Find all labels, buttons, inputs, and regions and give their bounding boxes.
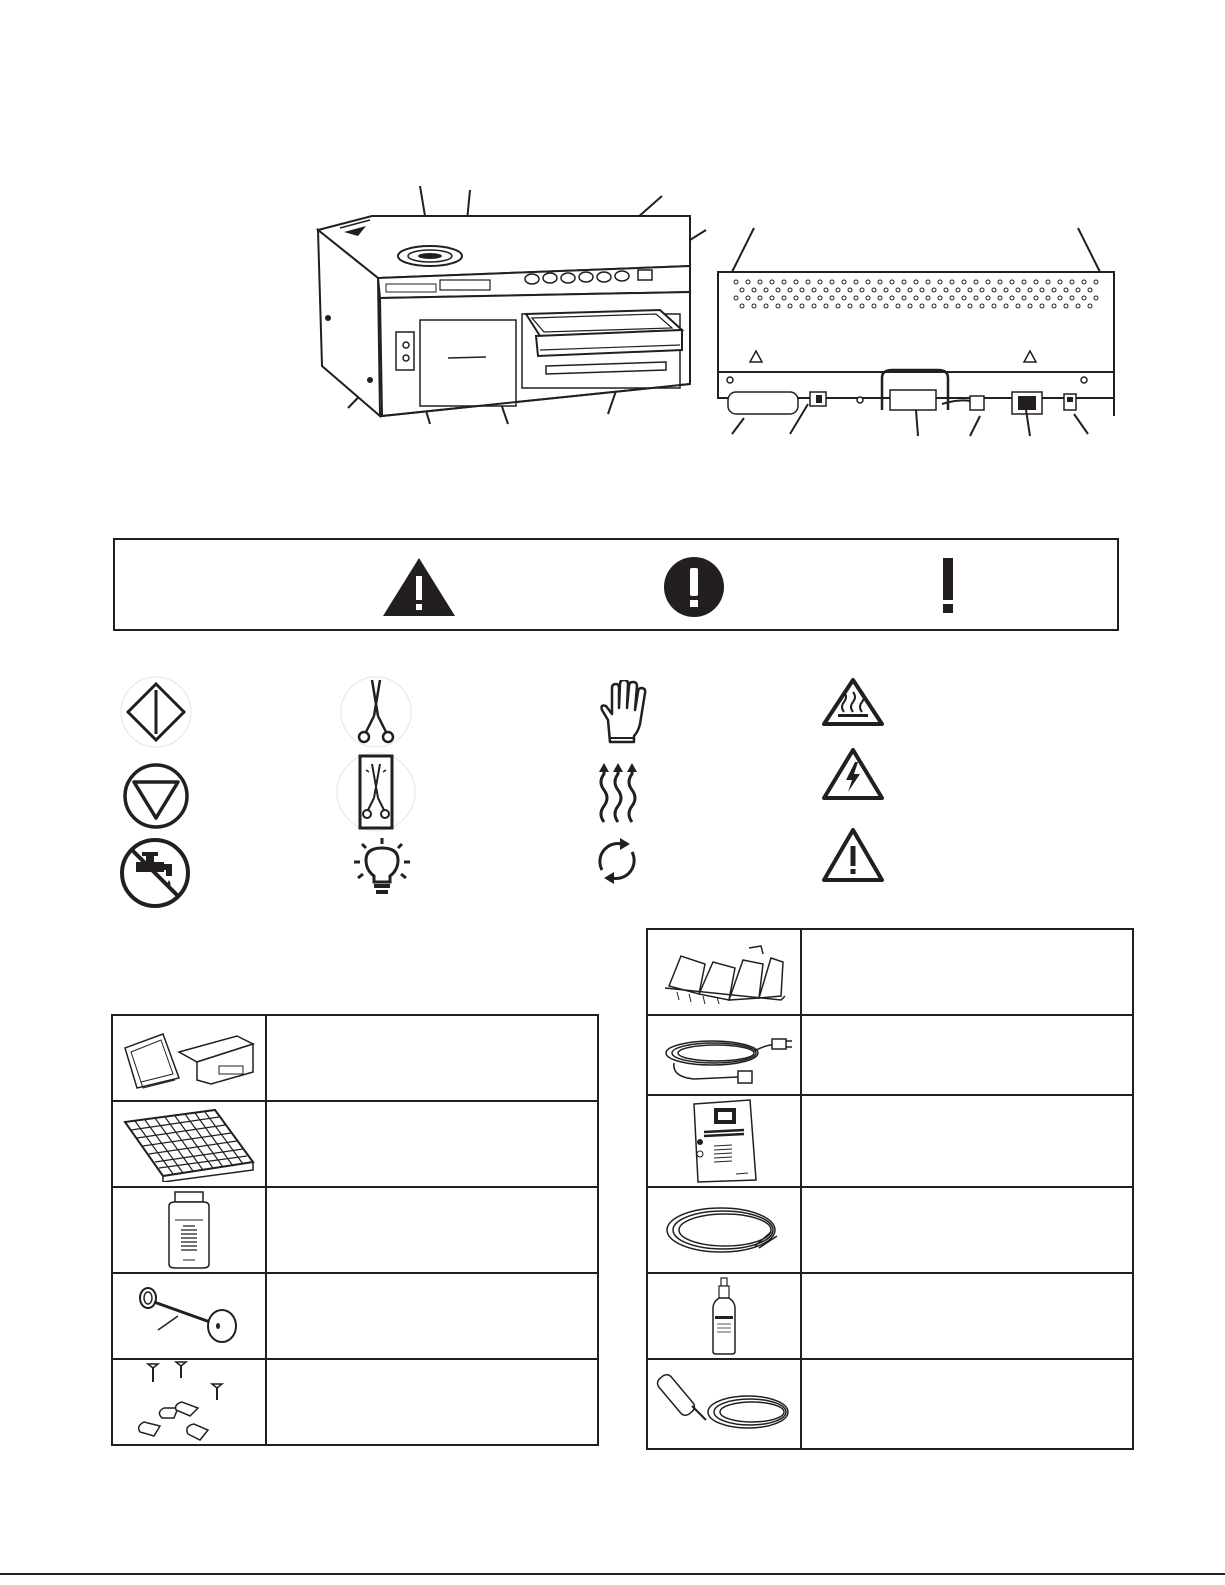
steam-icon: [596, 762, 640, 824]
wire-rack-icon: [113, 1106, 265, 1182]
screws-and-clips-icon: [113, 1360, 265, 1444]
accessory-description: [266, 1273, 598, 1359]
page-bottom-rule: [0, 1573, 1225, 1575]
accessory-description: [801, 1187, 1133, 1273]
drain-hose-icon: [648, 1366, 800, 1442]
accessory-description: [266, 1101, 598, 1187]
accessory-description: [266, 1187, 598, 1273]
accessory-description: [801, 929, 1133, 1015]
caution-circle-exclamation-icon: [663, 556, 725, 618]
accessory-image-cell: [112, 1015, 266, 1101]
hot-surface-warning-icon: [820, 676, 886, 728]
accessories-table-right: [646, 928, 1134, 1450]
table-row: [112, 1359, 598, 1445]
table-row: [647, 929, 1133, 1015]
warning-triangle-icon: [381, 556, 457, 618]
cassette-tray-icon: [113, 1022, 265, 1094]
light-bulb-icon: [352, 836, 412, 898]
accessory-image-cell: [112, 1187, 266, 1273]
accessory-description: [266, 1359, 598, 1445]
accessory-image-cell: [647, 1095, 801, 1187]
accessory-description: [266, 1015, 598, 1101]
accessory-image-cell: [647, 1015, 801, 1095]
cassette-rack-icon: [648, 938, 800, 1006]
accessory-image-cell: [647, 1187, 801, 1273]
electric-shock-warning-icon: [820, 746, 886, 802]
instruments-wrapped-icon: [336, 752, 416, 832]
table-row: [647, 1095, 1133, 1187]
accessory-description: [801, 1273, 1133, 1359]
table-row: [112, 1187, 598, 1273]
no-tap-water-icon: [118, 836, 192, 910]
instruments-unwrapped-icon: [340, 676, 412, 748]
accessory-image-cell: [112, 1101, 266, 1187]
accessory-description: [801, 1095, 1133, 1187]
reservoir-bottle-icon: [113, 1190, 265, 1270]
power-cord-icon: [648, 1023, 800, 1087]
sterilizer-rear-illustration: [712, 220, 1122, 440]
safety-signal-box: [113, 538, 1119, 631]
glove-icon: [596, 680, 652, 746]
drain-plug-tool-icon: [113, 1286, 265, 1346]
spray-bottle-icon: [648, 1276, 800, 1356]
table-row: [647, 1187, 1133, 1273]
accessory-image-cell: [647, 1359, 801, 1449]
cycle-arrows-icon: [592, 836, 642, 886]
manual-booklet-icon: [648, 1098, 800, 1184]
general-warning-icon: [820, 826, 886, 884]
accessory-image-cell: [647, 929, 801, 1015]
table-row: [112, 1101, 598, 1187]
table-row: [112, 1273, 598, 1359]
table-row: [647, 1273, 1133, 1359]
accessories-table-left: [111, 1014, 599, 1446]
exclamation-icon: [941, 558, 955, 614]
accessory-image-cell: [112, 1359, 266, 1445]
tubing-coil-icon: [648, 1200, 800, 1260]
accessory-image-cell: [647, 1273, 801, 1359]
table-row: [647, 1359, 1133, 1449]
accessory-description: [801, 1359, 1133, 1449]
table-row: [112, 1015, 598, 1101]
accessory-image-cell: [112, 1273, 266, 1359]
sterilizer-front-illustration: [300, 180, 710, 430]
table-row: [647, 1015, 1133, 1095]
start-diamond-icon: [120, 676, 192, 748]
stop-circle-triangle-icon: [120, 760, 192, 832]
accessory-description: [801, 1015, 1133, 1095]
